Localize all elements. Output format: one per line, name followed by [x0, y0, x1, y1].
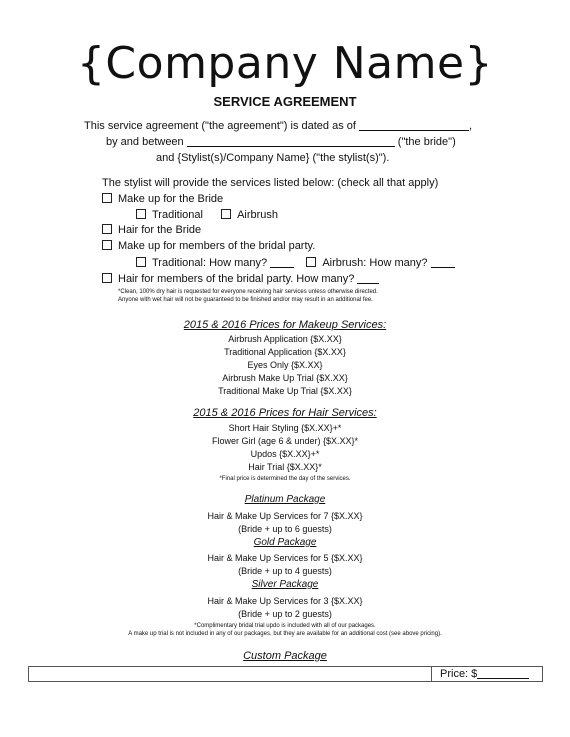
makeup-bride-label: Make up for the Bride: [118, 193, 224, 205]
silver-package-line-2: (Bride + up to 2 guests): [238, 609, 332, 619]
services-intro: The stylist will provide the services listed below: (check all that apply): [102, 177, 439, 189]
custom-price-cell[interactable]: [431, 667, 542, 681]
intro-line-1-text: This service agreement ("the agreement") is dated as of: [84, 120, 356, 132]
intro-line-3: and {Stylist(s)/Company Name} ("the stylist(s)").: [156, 152, 390, 164]
hair-price-note: *Final price is determined the day of the services.: [219, 476, 351, 482]
intro-line-2: [106, 136, 456, 148]
makeup-price-item: Traditional Make Up Trial {$X.XX}: [218, 386, 352, 396]
platinum-package-heading: Platinum Package: [244, 494, 326, 505]
custom-price-label: Price: $: [440, 668, 478, 680]
option-hair-bride[interactable]: [102, 224, 201, 236]
party-traditional-count-blank[interactable]: [270, 257, 294, 268]
party-airbrush-label: Airbrush: How many?: [322, 257, 428, 269]
makeup-price-item: Traditional Application {$X.XX}: [224, 347, 346, 357]
makeup-party-label: Make up for members of the bridal party.: [118, 240, 316, 252]
traditional-label: Traditional: [152, 209, 203, 221]
services-note-2: Anyone with wet hair will not be guaranteed to be finished and/or may result in an additional fee.: [118, 297, 373, 303]
platinum-package-line-1: Hair & Make Up Services for 7 {$X.XX}: [207, 511, 363, 521]
intro-line-2-prefix: by and between: [106, 136, 184, 148]
party-traditional-label: Traditional: How many?: [152, 257, 268, 269]
bride-name-blank[interactable]: [187, 136, 395, 147]
custom-price-blank[interactable]: [477, 669, 529, 679]
makeup-price-item: Airbrush Application {$X.XX}: [228, 334, 342, 344]
option-makeup-party[interactable]: [102, 240, 315, 252]
option-hair-party[interactable]: [102, 273, 379, 285]
custom-package-heading: Custom Package: [243, 650, 327, 662]
gold-package-heading: Gold Package: [253, 537, 317, 548]
intro-line-1-end: ,: [469, 120, 473, 132]
makeup-price-item: Eyes Only {$X.XX}: [247, 360, 323, 370]
platinum-package-line-2: (Bride + up to 6 guests): [238, 524, 332, 534]
intro-line-2-suffix: ("the bride"): [397, 136, 456, 148]
makeup-prices-heading: 2015 & 2016 Prices for Makeup Services:: [183, 319, 387, 331]
hair-party-label: Hair for members of the bridal party. How many?: [118, 273, 355, 285]
traditional-checkbox[interactable]: [136, 209, 146, 219]
hair-price-item: Hair Trial {$X.XX}*: [248, 462, 322, 472]
packages-note-2: A make up trial is not included in any of our packages, but they are available for an additional cost (see above pricing).: [128, 631, 442, 637]
date-blank[interactable]: [359, 120, 469, 131]
airbrush-checkbox[interactable]: [221, 209, 231, 219]
services-note-1: *Clean, 100% dry hair is requested for everyone receiving hair services unless otherwise directed.: [118, 289, 378, 295]
option-makeup-bride[interactable]: [102, 193, 223, 205]
makeup-price-item: Airbrush Make Up Trial {$X.XX}: [222, 373, 348, 383]
company-name: {Company Name}: [76, 38, 494, 89]
airbrush-label: Airbrush: [237, 209, 279, 221]
party-airbrush-checkbox[interactable]: [306, 257, 316, 267]
hair-price-item: Short Hair Styling {$X.XX}+*: [228, 423, 342, 433]
hair-bride-checkbox[interactable]: [102, 224, 112, 234]
intro-line-1: [84, 120, 472, 132]
hair-price-item: Flower Girl (age 6 & under) {$X.XX}*: [211, 436, 359, 446]
party-airbrush-count-blank[interactable]: [431, 257, 455, 268]
gold-package-line-2: (Bride + up to 4 guests): [238, 566, 332, 576]
party-traditional-checkbox[interactable]: [136, 257, 146, 267]
document-title: SERVICE AGREEMENT: [213, 94, 357, 109]
hair-bride-label: Hair for the Bride: [118, 224, 202, 236]
makeup-bride-checkbox[interactable]: [102, 193, 112, 203]
option-makeup-party-counts: [136, 257, 455, 269]
hair-party-count-blank[interactable]: [357, 273, 379, 284]
makeup-party-checkbox[interactable]: [102, 240, 112, 250]
option-makeup-bride-type: [136, 209, 278, 221]
silver-package-heading: Silver Package: [251, 579, 319, 590]
packages-note-1: *Complimentary bridal trial updo is included with all of our packages.: [194, 623, 376, 629]
gold-package-line-1: Hair & Make Up Services for 5 {$X.XX}: [207, 553, 363, 563]
hair-party-checkbox[interactable]: [102, 273, 112, 283]
silver-package-line-1: Hair & Make Up Services for 3 {$X.XX}: [207, 596, 363, 606]
hair-prices-heading: 2015 & 2016 Prices for Hair Services:: [193, 407, 377, 419]
hair-price-item: Updos {$X.XX}+*: [250, 449, 320, 459]
custom-package-box[interactable]: [28, 666, 543, 682]
